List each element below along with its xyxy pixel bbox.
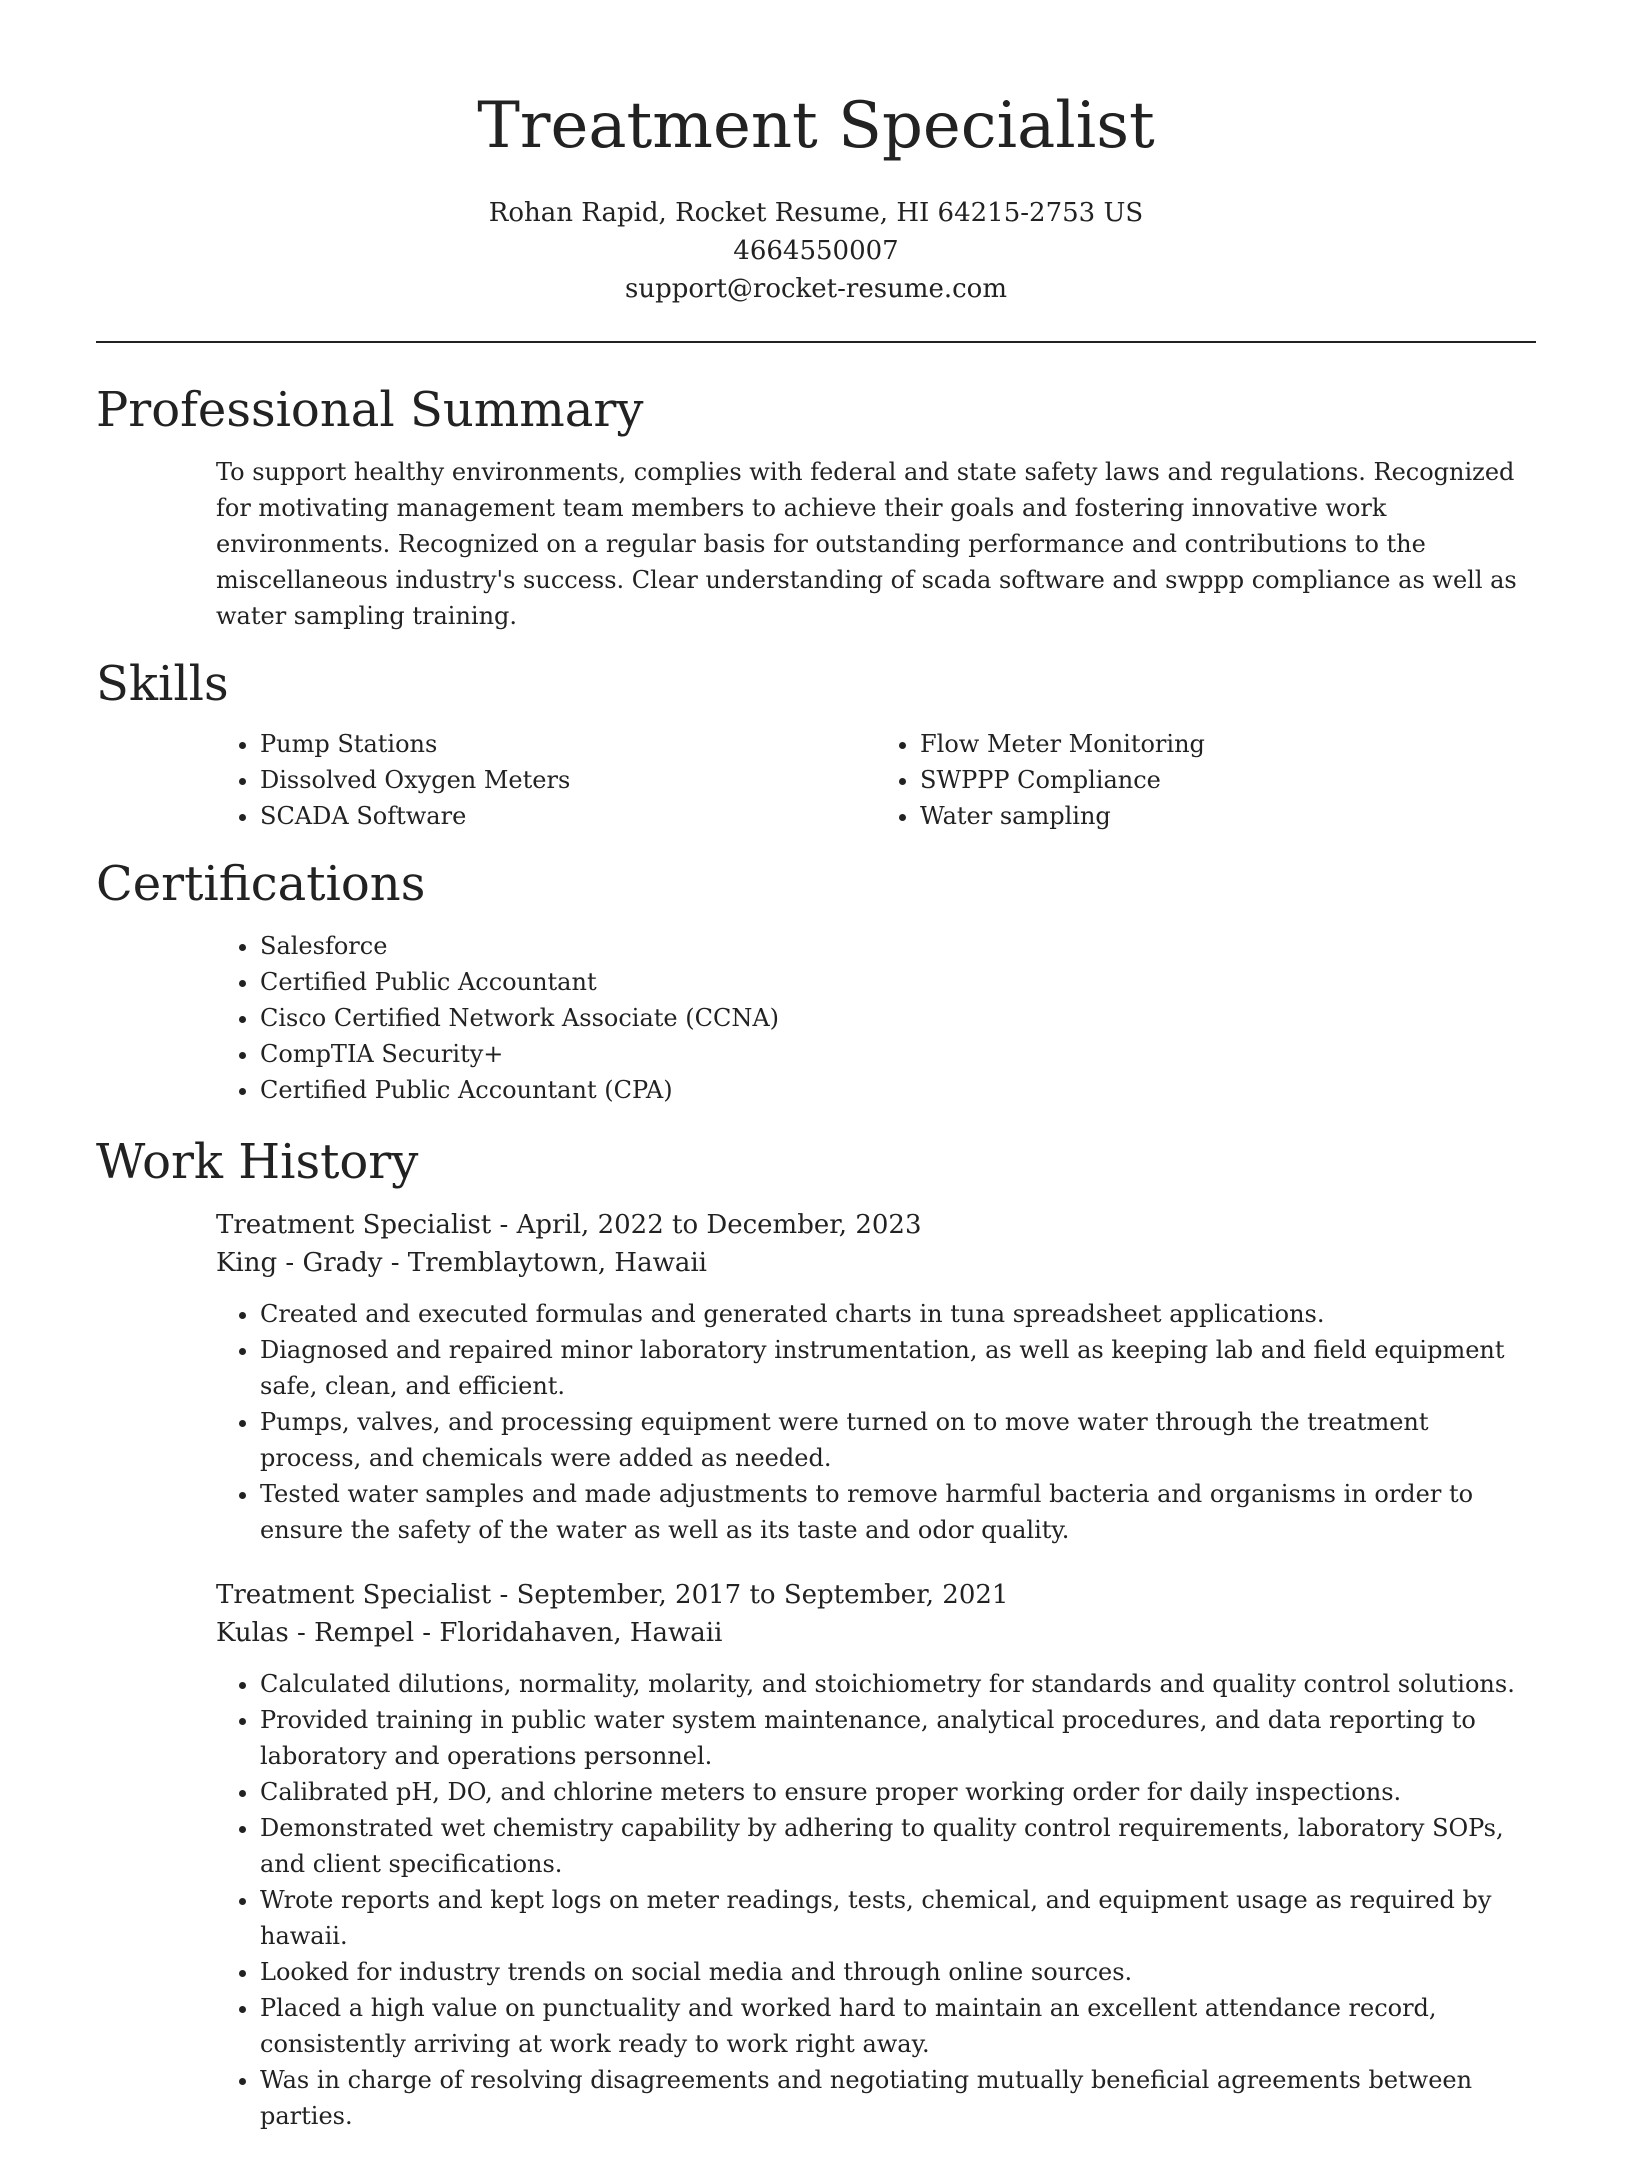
job-employer-line (216, 1614, 1536, 1652)
job-title: Treatment Specialist (216, 1580, 492, 1610)
contact-address: Rohan Rapid, Rocket Resume, HI 64215-2753 US (488, 198, 1144, 228)
job-employer: Kulas - Rempel (216, 1618, 415, 1648)
skill-item: • Flow Meter Monitoring (920, 726, 1536, 762)
resume-content (96, 380, 1536, 2162)
job-employer: King - Grady (216, 1248, 383, 1278)
resume-header (0, 0, 1632, 308)
certification-item: • Certified Public Accountant (260, 964, 1536, 1000)
job-title: Treatment Specialist (216, 1210, 492, 1240)
certification-item: • Certified Public Accountant (CPA) (260, 1072, 1536, 1108)
summary-heading: Professional Summary (96, 382, 644, 438)
job-dates: - September, 2017 to September, 2021 (491, 1580, 1009, 1610)
skill-item: • SCADA Software (260, 798, 876, 834)
contact-info (0, 194, 1632, 308)
summary-text: To support healthy environments, complies with federal and state safety laws and regulations. Recognized for motivating management team members to achieve their goals and fostering innovative work environments. Recognized on a regular basis for outstanding performance and contributions to the miscellaneous industry's success. Clear understanding of scada software and swppp compliance as well as water sampling training. (216, 458, 1517, 630)
job-duties-list (216, 1296, 1536, 1548)
certification-item: • Salesforce (260, 928, 1536, 964)
certifications-heading: Certifications (96, 856, 426, 912)
job-title-line (216, 1576, 1536, 1614)
job-location: - Floridahaven, Hawaii (414, 1618, 723, 1648)
skills-list (216, 726, 1536, 834)
summary-section (96, 380, 1536, 634)
skill-item: • Pump Stations (260, 726, 876, 762)
header-divider (96, 341, 1536, 343)
job-duty: • Diagnosed and repaired minor laboratory instrumentation, as well as keeping lab and field equipment safe, clean, and efficient. (260, 1332, 1536, 1404)
job-location: - Tremblaytown, Hawaii (382, 1248, 707, 1278)
job-duty: • Looked for industry trends on social media and through online sources. (260, 1954, 1536, 1990)
job-duties-list (216, 1666, 1536, 2134)
certifications-section (96, 854, 1536, 1108)
contact-email: support@rocket-resume.com (624, 274, 1007, 304)
work-history-body (216, 1206, 1536, 2134)
skill-item: • SWPPP Compliance (920, 762, 1536, 798)
job-duty: • Provided training in public water system maintenance, analytical procedures, and data reporting to laboratory and operations personnel. (260, 1702, 1536, 1774)
skill-item: • Dissolved Oxygen Meters (260, 762, 876, 798)
job-duty: • Was in charge of resolving disagreements and negotiating mutually beneficial agreements between parties. (260, 2062, 1536, 2134)
skills-column-1 (216, 726, 876, 834)
job-duty: • Wrote reports and kept logs on meter readings, tests, chemical, and equipment usage as required by hawaii. (260, 1882, 1536, 1954)
job-duty: • Demonstrated wet chemistry capability by adhering to quality control requirements, laboratory SOPs, and client specifications. (260, 1810, 1536, 1882)
work-history-heading: Work History (96, 1134, 419, 1190)
skill-item: • Water sampling (920, 798, 1536, 834)
summary-body (216, 454, 1536, 634)
job-duty: • Calibrated pH, DO, and chlorine meters to ensure proper working order for daily inspections. (260, 1774, 1536, 1810)
job-title-line (216, 1206, 1536, 1244)
job-entry (216, 1576, 1536, 2134)
skills-column-2 (876, 726, 1536, 834)
certifications-body (216, 928, 1536, 1108)
certifications-list (216, 928, 1536, 1108)
resume-title: Treatment Specialist (477, 89, 1155, 163)
job-duty: • Placed a high value on punctuality and worked hard to maintain an excellent attendance record, consistently arriving at work ready to work right away. (260, 1990, 1536, 2062)
skills-heading: Skills (96, 656, 229, 712)
job-entry (216, 1206, 1536, 1548)
certification-item: • Cisco Certified Network Associate (CCNA) (260, 1000, 1536, 1036)
job-dates: - April, 2022 to December, 2023 (491, 1210, 922, 1240)
contact-phone: 4664550007 (733, 236, 899, 266)
job-duty: • Pumps, valves, and processing equipment were turned on to move water through the treatment process, and chemicals were added as needed. (260, 1404, 1536, 1476)
skills-section (96, 654, 1536, 834)
job-duty: • Created and executed formulas and generated charts in tuna spreadsheet applications. (260, 1296, 1536, 1332)
job-duty: • Calculated dilutions, normality, molarity, and stoichiometry for standards and quality control solutions. (260, 1666, 1536, 1702)
job-employer-line (216, 1244, 1536, 1282)
certification-item: • CompTIA Security+ (260, 1036, 1536, 1072)
work-history-section (96, 1132, 1536, 2134)
job-duty: • Tested water samples and made adjustments to remove harmful bacteria and organisms in order to ensure the safety of the water as well as its taste and odor quality. (260, 1476, 1536, 1548)
